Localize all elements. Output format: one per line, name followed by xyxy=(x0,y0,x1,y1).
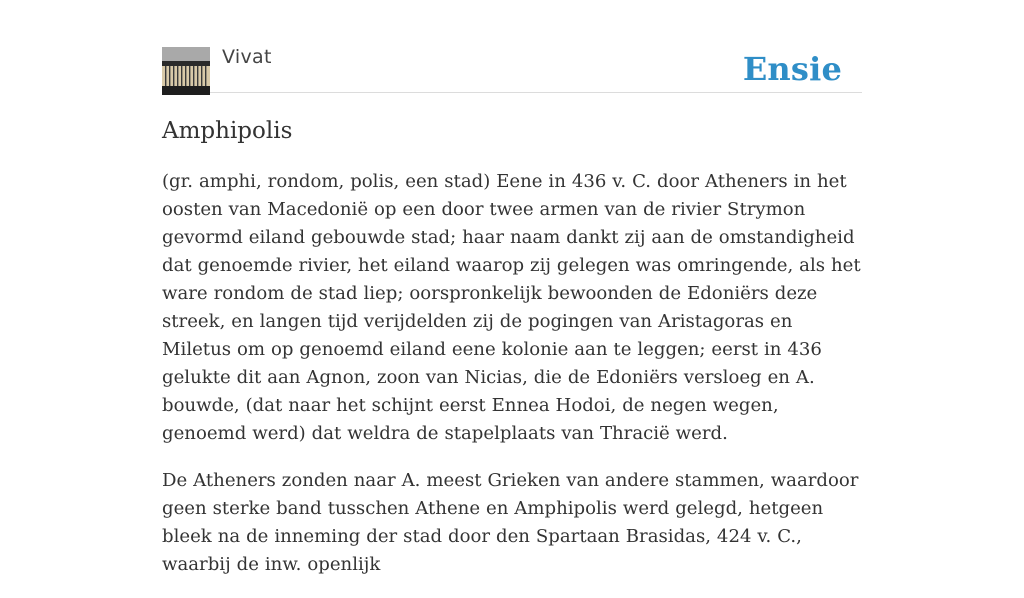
source-name[interactable]: Vivat xyxy=(222,46,272,68)
source-avatar[interactable] xyxy=(162,47,210,95)
article-title: Amphipolis xyxy=(162,118,293,144)
site-header xyxy=(162,46,862,93)
article-paragraph: De Atheners zonden naar A. meest Grieken van andere stammen, waardoor geen sterke band tusschen Athene en Amphipolis werd gelegd, hetgeen bleek na de inneming der stad door den Spartaan Brasidas, 424 v. C., waarbij de inw. openlijk xyxy=(162,470,859,575)
book-spines-icon xyxy=(162,47,210,95)
brand-logo[interactable]: Ensie xyxy=(742,50,842,88)
article-paragraph: (gr. amphi, rondom, polis, een stad) Eene in 436 v. C. door Atheners in het oosten van Macedonië op een door twee armen van de rivier Strymon gevormd eiland gebouwde stad; haar naam dankt zij aan de omstandigheid dat genoemde rivier, het eiland waarop zij gelegen was omringende, als het ware rondom de stad liep; oorspronkelijk bewoonden de Edoniërs deze streek, en langen tijd verijdelden zij de pogingen van Aristagoras en Miletus om op genoemd eiland eene kolonie aan te leggen; eerst in 436 gelukte dit aan Agnon, zoon van Nicias, die de Edoniërs versloeg en A. bouwde, (dat naar het schijnt eerst Ennea Hodoi, de negen wegen, genoemd werd) dat weldra de stapelplaats van Thracië werd. xyxy=(162,171,861,444)
article-body xyxy=(162,168,862,598)
